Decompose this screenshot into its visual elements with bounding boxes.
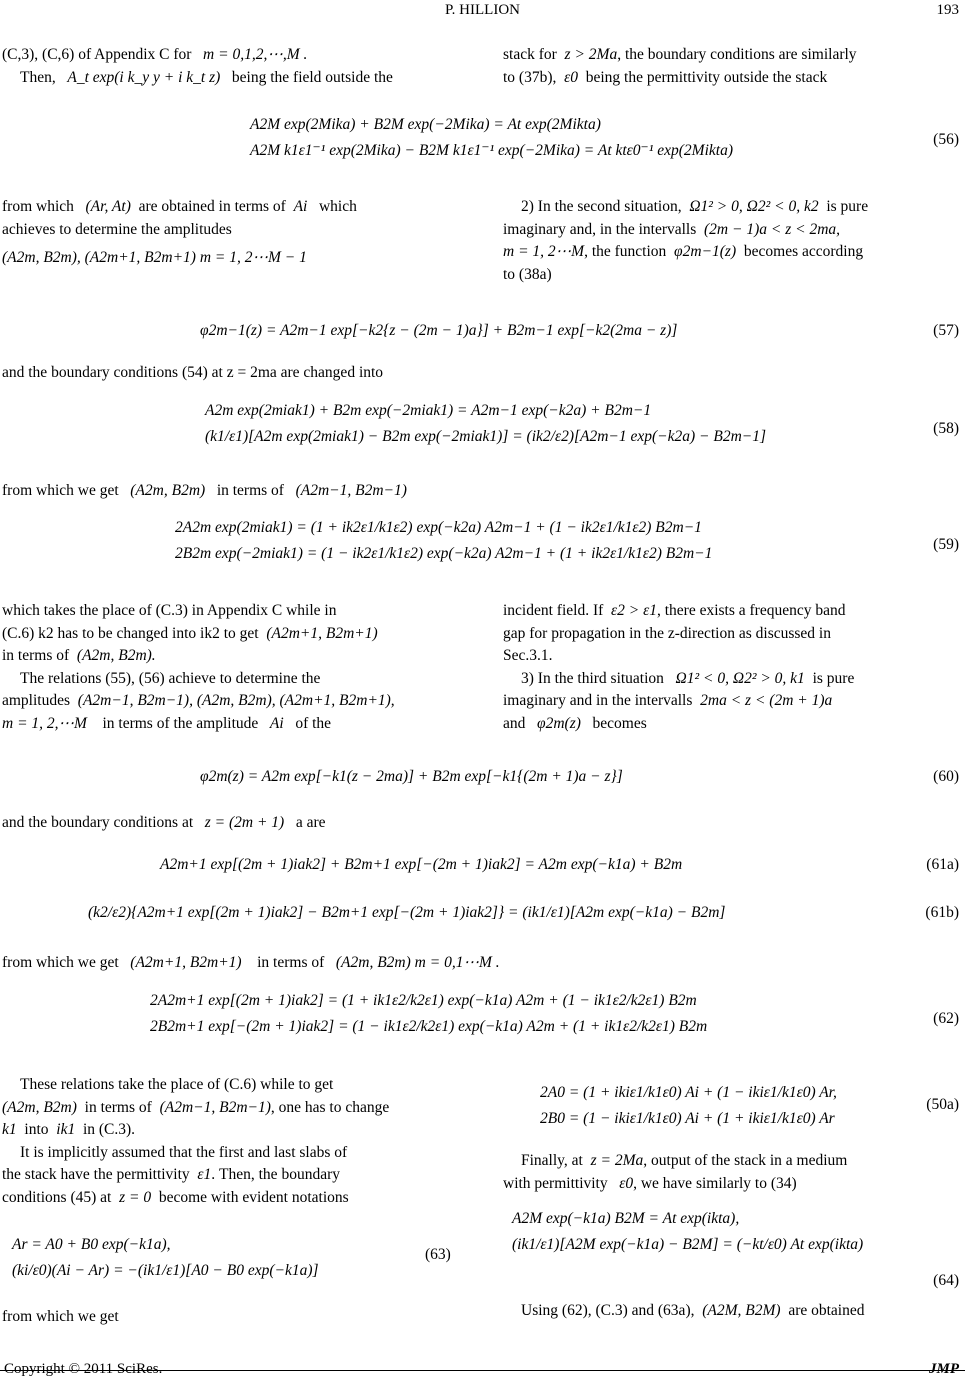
equation-50a [540, 1080, 837, 1132]
equation-59 [175, 515, 712, 567]
equation-line: A2M k1ε1⁻¹ exp(2Mika) − B2M k1ε1⁻¹ exp(−2Mika) = At ktε0⁻¹ exp(2Mikta) [250, 142, 733, 159]
math-inline: ε0 [564, 68, 578, 86]
text-span: . Then, the boundary [211, 1166, 340, 1183]
text-span: and [503, 714, 526, 732]
text-span: The relations (55), (56) achieve to determine the [20, 669, 321, 687]
text-before-58: and the boundary conditions (54) at z = 2ma are changed into [2, 364, 384, 381]
equation-line: A2M exp(−k1a) B2M = At exp(ikta), [512, 1210, 740, 1227]
math-inline: ik1 [56, 1121, 76, 1138]
text-span: gap for propagation in the z-direction as discussed in [503, 624, 831, 642]
text-span: , there exists a frequency band [656, 602, 846, 619]
text-span: are obtained in terms of [138, 198, 286, 215]
equation-61a: A2m+1 exp[(2m + 1)iak2] + B2m+1 exp[−(2m + 1)iak2] = A2m exp(−k1a) + B2m [160, 856, 683, 873]
equation-60: φ2m(z) = A2m exp[−k1(z − 2ma)] + B2m exp[−k1{(2m + 1)a − z}] [200, 768, 623, 785]
text-span: 3) In the third situation [521, 669, 664, 687]
text-span: in terms of [216, 482, 284, 499]
math-inline: φ2m−1(z) [674, 243, 737, 260]
text-span: to (38a) [503, 265, 552, 283]
math-inline: z = 0 [119, 1188, 152, 1206]
math-inline: z = (2m + 1) [204, 814, 285, 831]
text-span: (C,3), (C,6) of Appendix C for [2, 46, 192, 63]
text-span: into [24, 1121, 49, 1138]
text-span: Using (62), (C.3) and (63a), [521, 1302, 695, 1319]
equation-63 [12, 1232, 319, 1284]
text-span: , the function [584, 243, 667, 260]
text-span: from which we get [2, 954, 119, 971]
equation-number-57: (57) [933, 322, 959, 339]
equation-line: (ki/ε0)(Ai − Ar) = −(ik1/ε1)[A0 − B0 exp(−k1a)] [12, 1262, 319, 1279]
text-span: which takes the place of (C.3) in Appendix C while in [2, 602, 337, 619]
text-span: from which we get [2, 482, 119, 499]
text-span: are obtained [788, 1302, 865, 1319]
text-span: in terms of [84, 1098, 152, 1116]
text-span: 2) In the second situation, [521, 198, 682, 215]
text-span: of the [295, 714, 332, 732]
text-span: It is implicitly assumed that the first and last slabs of [20, 1143, 348, 1161]
left-column-after-59 [2, 600, 462, 735]
equation-number-64: (64) [933, 1272, 959, 1289]
equation-line: Ar = A0 + B0 exp(−k1a), [12, 1236, 171, 1253]
equation-56 [250, 112, 733, 164]
math-inline: ε0 [619, 1174, 634, 1192]
math-inline: (A2m, B2m) [2, 1098, 77, 1116]
page-number: 193 [936, 2, 959, 18]
equation-number-50a: (50a) [926, 1096, 959, 1113]
text-before-62 [2, 952, 802, 975]
right-column-bottom-text [503, 1150, 963, 1195]
math-inline: φ2m(z) [537, 714, 581, 732]
math-inline: (A2m, B2m) m = 0,1⋯M . [335, 954, 500, 971]
equation-57: φ2m−1(z) = A2m−1 exp[−k2{z − (2m − 1)a}] + B2m−1 exp[−k2(2ma − z)] [200, 322, 678, 339]
text-span: imaginary and in the intervalls [503, 692, 693, 709]
math-inline: (A2M, B2M) [702, 1302, 781, 1319]
equation-line: 2A2m exp(2miak1) = (1 + ik2ε1/k1ε2) exp(−k2a) A2m−1 + (1 − ik2ε1/k1ε2) B2m−1 [175, 519, 702, 536]
text-span: being the permittivity outside the stack [585, 68, 828, 86]
text-span: in terms of [2, 647, 70, 664]
text-span: becomes [592, 714, 647, 732]
math-inline: m = 1, 2⋯M [503, 243, 585, 260]
equation-line: 2A2m+1 exp[(2m + 1)iak2] = (1 + ik1ε2/k2ε1) exp(−k1a) A2m + (1 − ik1ε2/k2ε1) B2m [150, 992, 697, 1009]
math-inline: z = 2Ma [590, 1152, 644, 1169]
equation-61b: (k2/ε2){A2m+1 exp[(2m + 1)iak2] − B2m+1 exp[−(2m + 1)iak2]} = (ik1/ε1)[A2m exp(−k1a) − B2m] [88, 904, 726, 921]
text-span: conditions (45) at [2, 1188, 112, 1206]
equation-58 [205, 398, 766, 450]
equation-number-60: (60) [933, 768, 959, 785]
math-inline: (A2m−1, B2m−1), (A2m, B2m), (A2m+1, B2m+1), [77, 692, 395, 709]
text-span: is pure [826, 198, 869, 215]
text-span: the stack have the permittivity [2, 1166, 190, 1183]
math-inline: (A2m+1, B2m+1) [130, 954, 242, 971]
equation-number-63: (63) [425, 1246, 451, 1263]
text-span: becomes according [743, 243, 864, 260]
equation-line: 2A0 = (1 + ikiε1/k1ε0) Ai + (1 − ikiε1/k1ε0) Ar, [540, 1084, 837, 1101]
running-header-author: P. HILLION [445, 2, 520, 18]
left-column-after-56 [2, 196, 462, 270]
text-before-59 [2, 480, 702, 503]
right-column-intro [503, 44, 963, 89]
math-inline: z > 2Ma [564, 46, 618, 63]
right-column-after-56 [503, 196, 963, 286]
math-inline: Ω1² < 0, Ω2² > 0, k1 [675, 669, 805, 687]
math-inline: Ω1² > 0, Ω2² < 0, k2 [689, 198, 819, 215]
text-after-63: from which we get [2, 1308, 119, 1325]
text-span: , the boundary conditions are similarly [617, 46, 857, 63]
math-inline: (A2m+1, B2m+1) [266, 624, 378, 642]
text-before-61 [2, 812, 602, 835]
text-span: with permittivity [503, 1174, 608, 1192]
left-column-intro [2, 44, 462, 89]
text-span: and the boundary conditions at [2, 814, 194, 831]
text-span: become with evident notations [158, 1188, 349, 1206]
equation-number-61b: (61b) [925, 904, 959, 921]
equation-number-62: (62) [933, 1010, 959, 1027]
text-span: (C.6) k2 has to be changed into ik2 to get [2, 624, 259, 642]
text-span: , one has to change [270, 1098, 390, 1116]
text-span: incident field. If [503, 602, 604, 619]
math-inline: 2ma < z < (2m + 1)a [700, 692, 833, 709]
math-inline: (A2m−1, B2m−1) [159, 1098, 271, 1116]
math-inline: ε2 > ε1 [611, 602, 657, 619]
text-span: to (37b), [503, 68, 557, 86]
equation-line: 2B2m+1 exp[−(2m + 1)iak2] = (1 − ik1ε2/k2ε1) exp(−k1a) A2m + (1 + ik1ε2/k2ε1) B2m [150, 1018, 708, 1035]
equation-line: (k1/ε1)[A2m exp(2miak1) − B2m exp(−2miak1)] = (ik2/ε2)[A2m−1 exp(−k2a) − B2m−1] [205, 428, 767, 445]
equation-number-56: (56) [933, 131, 959, 148]
equation-line: (ik1/ε1)[A2M exp(−k1a) − B2M] = (−kt/ε0) At exp(ikta) [512, 1236, 864, 1253]
text-span: achieves to determine the amplitudes [2, 220, 232, 238]
text-span: amplitudes [2, 692, 71, 709]
equation-line: A2m exp(2miak1) + B2m exp(−2miak1) = A2m−1 exp(−k2a) + B2m−1 [205, 402, 652, 419]
text-span: Finally, at [521, 1152, 583, 1169]
equation-line: A2M exp(2Mika) + B2M exp(−2Mika) = At exp(2Mikta) [250, 116, 601, 133]
text-span: in (C.3). [82, 1121, 136, 1138]
math-inline: (2m − 1)a < z < 2ma, [704, 220, 841, 238]
right-column-last-line [503, 1300, 963, 1323]
math-inline: (A2m, B2m), (A2m+1, B2m+1) m = 1, 2⋯M − 1 [2, 249, 307, 266]
math-inline: (A2m, B2m). [76, 647, 156, 664]
text-span: , output of the stack in a medium [643, 1152, 848, 1169]
math-inline: (A2m−1, B2m−1) [295, 482, 407, 499]
math-inline: Ai [293, 198, 308, 215]
equation-number-59: (59) [933, 536, 959, 553]
math-inline: k1 [2, 1121, 17, 1138]
text-span: in terms of [257, 954, 325, 971]
math-inline: (A2m, B2m) [130, 482, 206, 499]
math-inline: (Ar, At) [85, 198, 131, 215]
text-span: from which [2, 198, 74, 215]
equation-number-58: (58) [933, 420, 959, 437]
equation-number-61a: (61a) [926, 856, 959, 873]
math-inline: ε1 [197, 1166, 212, 1183]
text-span: which [318, 198, 357, 215]
math-inline: m = 1, 2,⋯M [2, 714, 87, 732]
math-inline: A_t exp(i k_y y + i k_t z) [67, 68, 221, 86]
text-span: is pure [812, 669, 855, 687]
equation-line: 2B2m exp(−2miak1) = (1 − ik2ε1/k1ε2) exp(−k2a) A2m−1 + (1 + ik2ε1/k1ε2) B2m−1 [175, 545, 713, 562]
equation-line: 2B0 = (1 − ikiε1/k1ε0) Ai + (1 + ikiε1/k1ε0) Ar [540, 1110, 835, 1127]
left-column-bottom [2, 1074, 462, 1209]
text-span: stack for [503, 46, 557, 63]
text-span: imaginary and, in the intervalls [503, 220, 697, 238]
right-column-after-59 [503, 600, 963, 735]
math-inline: Ai [269, 714, 284, 732]
text-span: Then, [20, 68, 56, 86]
text-span: , we have similarly to (34) [633, 1174, 797, 1192]
footer-journal: JMP [929, 1361, 959, 1377]
equation-64 [512, 1206, 863, 1258]
text-span: These relations take the place of (C.6) while to get [20, 1076, 334, 1093]
footer-copyright: Copyright © 2011 SciRes. [4, 1361, 163, 1377]
text-span: in terms of the amplitude [102, 714, 259, 732]
text-span: being the field outside the [231, 68, 393, 86]
text-span: a are [295, 814, 326, 831]
math-inline: m = 0,1,2,⋯,M . [203, 46, 308, 63]
equation-62 [150, 988, 707, 1040]
text-span: Sec.3.1. [503, 647, 553, 664]
